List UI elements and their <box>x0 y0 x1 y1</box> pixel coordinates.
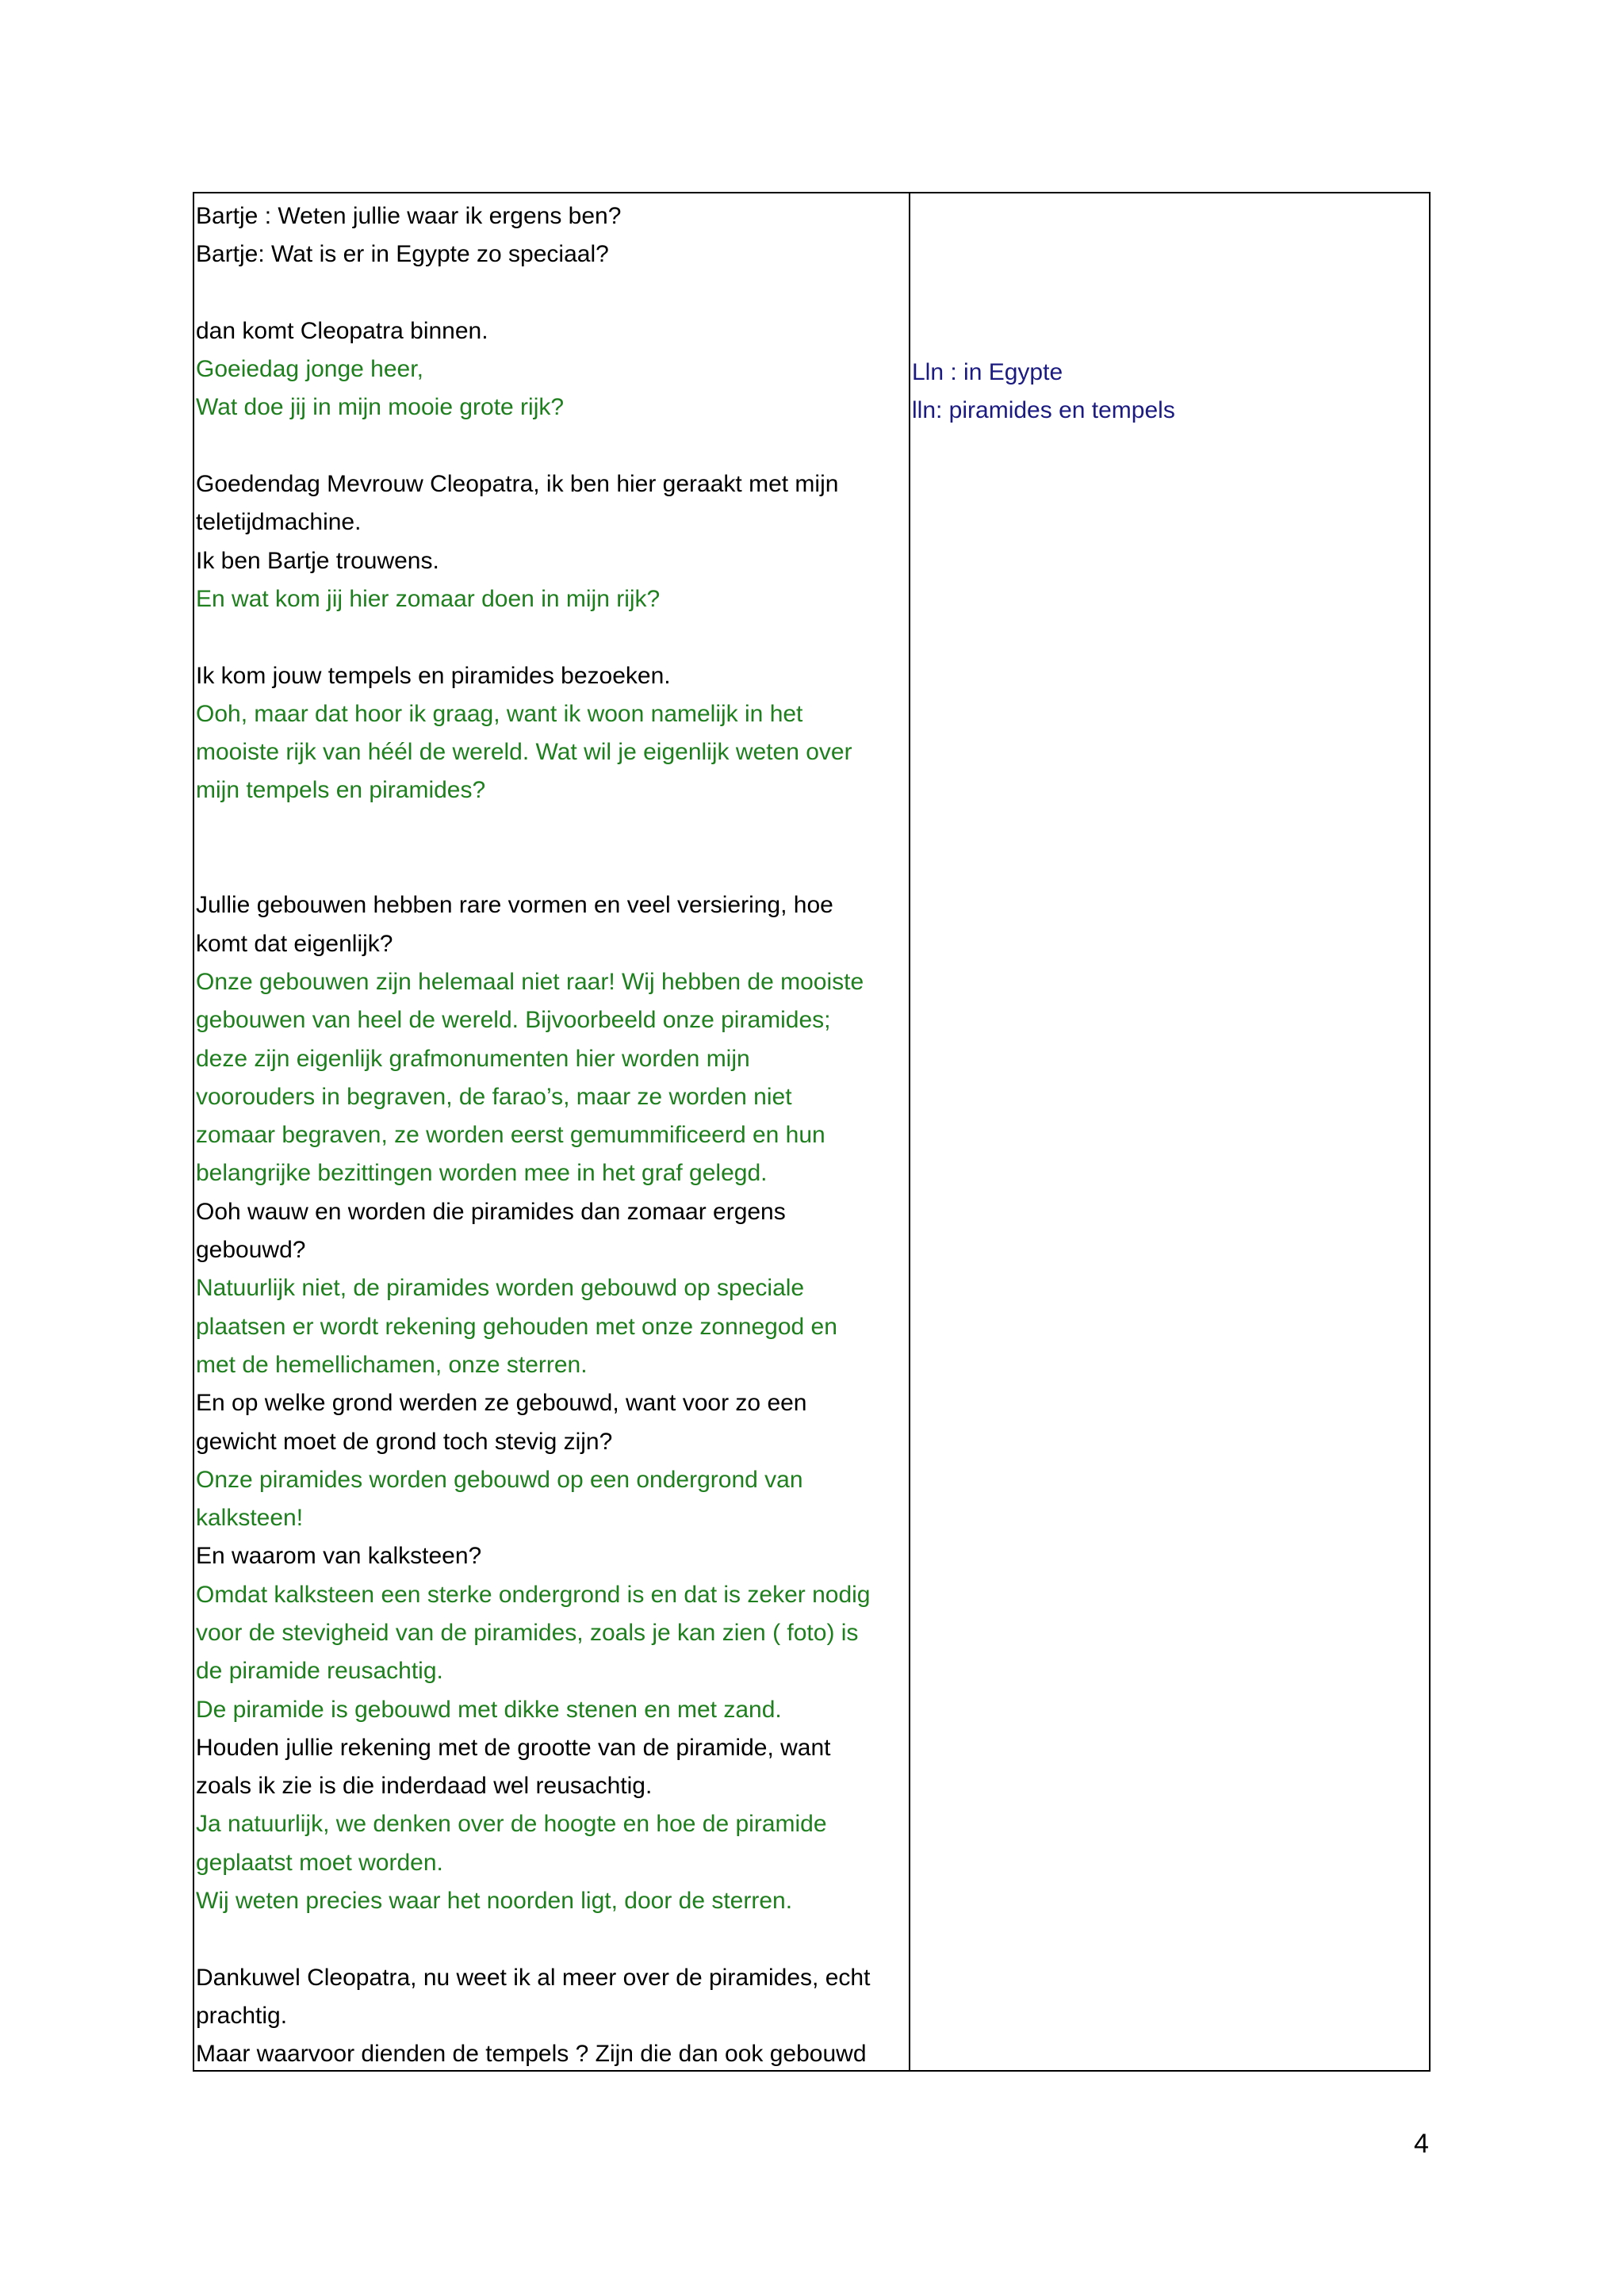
dialogue-table <box>193 192 1431 2072</box>
dialogue-line-cleopatra: voorouders in begraven, de farao’s, maar ze worden niet <box>196 1083 792 1110</box>
dialogue-line-bartje: Bartje : Weten jullie waar ik ergens ben? <box>196 203 622 229</box>
note-line: Lln : in Egypte <box>912 359 1063 385</box>
dialogue-line-cleopatra: geplaatst moet worden. <box>196 1849 443 1876</box>
dialogue-line-cleopatra: De piramide is gebouwd met dikke stenen en met zand. <box>196 1696 782 1723</box>
dialogue-line-cleopatra: Wat doe jij in mijn mooie grote rijk? <box>196 394 565 421</box>
dialogue-line-bartje: komt dat eigenlijk? <box>196 930 393 957</box>
dialogue-line-bartje: Maar waarvoor dienden de tempels ? Zijn die dan ook gebouwd <box>196 2041 867 2068</box>
dialogue-line-bartje: Jullie gebouwen hebben rare vormen en veel versiering, hoe <box>196 892 833 919</box>
page-number: 4 <box>1414 2129 1429 2159</box>
dialogue-line-bartje: En op welke grond werden ze gebouwd, want voor zo een <box>196 1390 807 1417</box>
blank-line <box>196 848 909 886</box>
dialogue-line-cleopatra: Onze gebouwen zijn helemaal niet raar! Wij hebben de mooiste <box>196 968 864 995</box>
dialogue-line-cleopatra: zomaar begraven, ze worden eerst gemummificeerd en hun <box>196 1122 825 1149</box>
dialogue-line-bartje: prachtig. <box>196 2002 288 2029</box>
dialogue-line-cleopatra: Ja natuurlijk, we denken over de hoogte en hoe de piramide <box>196 1811 827 1838</box>
dialogue-line-cleopatra: de piramide reusachtig. <box>196 1658 443 1685</box>
dialogue-line-cleopatra: Goeiedag jonge heer, <box>196 356 423 383</box>
dialogue-line-bartje: Houden jullie rekening met de grootte van de piramide, want <box>196 1734 831 1761</box>
dialogue-line-bartje: teletijdmachine. <box>196 509 362 536</box>
dialogue-line-bartje: En waarom van kalksteen? <box>196 1543 482 1570</box>
notes-column <box>910 193 1429 2070</box>
blank-line <box>196 618 909 656</box>
dialogue-line-bartje: Ik kom jouw tempels en piramides bezoeken. <box>196 662 671 689</box>
dialogue-line-cleopatra: deze zijn eigenlijk grafmonumenten hier worden mijn <box>196 1045 750 1072</box>
dialogue-line-bartje: gebouwd? <box>196 1237 306 1264</box>
dialogue-line-cleopatra: kalksteen! <box>196 1505 304 1532</box>
dialogue-line-cleopatra: Omdat kalksteen een sterke ondergrond is en dat is zeker nodig <box>196 1581 871 1608</box>
blank-line <box>196 1920 909 1958</box>
dialogue-line-bartje: gewicht moet de grond toch stevig zijn? <box>196 1428 613 1455</box>
dialogue-line-cleopatra: belangrijke bezittingen worden mee in het graf gelegd. <box>196 1160 768 1187</box>
dialogue-column <box>194 193 910 2070</box>
dialogue-line-cleopatra: voor de stevigheid van de piramides, zoals je kan zien ( foto) is <box>196 1619 859 1646</box>
dialogue-line-bartje: dan komt Cleopatra binnen. <box>196 317 488 344</box>
dialogue-line-cleopatra: En wat kom jij hier zomaar doen in mijn rijk? <box>196 585 661 612</box>
dialogue-line-cleopatra: Onze piramides worden gebouwd op een ondergrond van <box>196 1466 803 1493</box>
dialogue-line-bartje: zoals ik zie is die inderdaad wel reusachtig. <box>196 1773 653 1800</box>
dialogue-line-bartje: Goedendag Mevrouw Cleopatra, ik ben hier geraakt met mijn <box>196 471 839 498</box>
dialogue-line-cleopatra: plaatsen er wordt rekening gehouden met onze zonnegod en <box>196 1313 837 1340</box>
dialogue-line-cleopatra: Wij weten precies waar het noorden ligt, door de sterren. <box>196 1888 793 1915</box>
dialogue-line-cleopatra: Natuurlijk niet, de piramides worden gebouwd op speciale <box>196 1275 805 1302</box>
blank-line <box>196 810 909 848</box>
dialogue-line-bartje: Ooh wauw en worden die piramides dan zomaar ergens <box>196 1198 786 1225</box>
blank-line <box>196 427 909 465</box>
dialogue-line-bartje: Dankuwel Cleopatra, nu weet ik al meer over de piramides, echt <box>196 1964 871 1991</box>
dialogue-line-bartje: Bartje: Wat is er in Egypte zo speciaal? <box>196 241 609 268</box>
dialogue-line-cleopatra: met de hemellichamen, onze sterren. <box>196 1351 588 1378</box>
blank-line <box>196 274 909 312</box>
dialogue-line-cleopatra: mijn tempels en piramides? <box>196 777 486 804</box>
dialogue-line-bartje: Ik ben Bartje trouwens. <box>196 547 439 574</box>
dialogue-line-cleopatra: mooiste rijk van héél de wereld. Wat wil je eigenlijk weten over <box>196 739 852 766</box>
dialogue-line-cleopatra: gebouwen van heel de wereld. Bijvoorbeeld onze piramides; <box>196 1007 831 1034</box>
note-line: lln: piramides en tempels <box>912 397 1175 424</box>
dialogue-line-cleopatra: Ooh, maar dat hoor ik graag, want ik woon namelijk in het <box>196 700 803 727</box>
